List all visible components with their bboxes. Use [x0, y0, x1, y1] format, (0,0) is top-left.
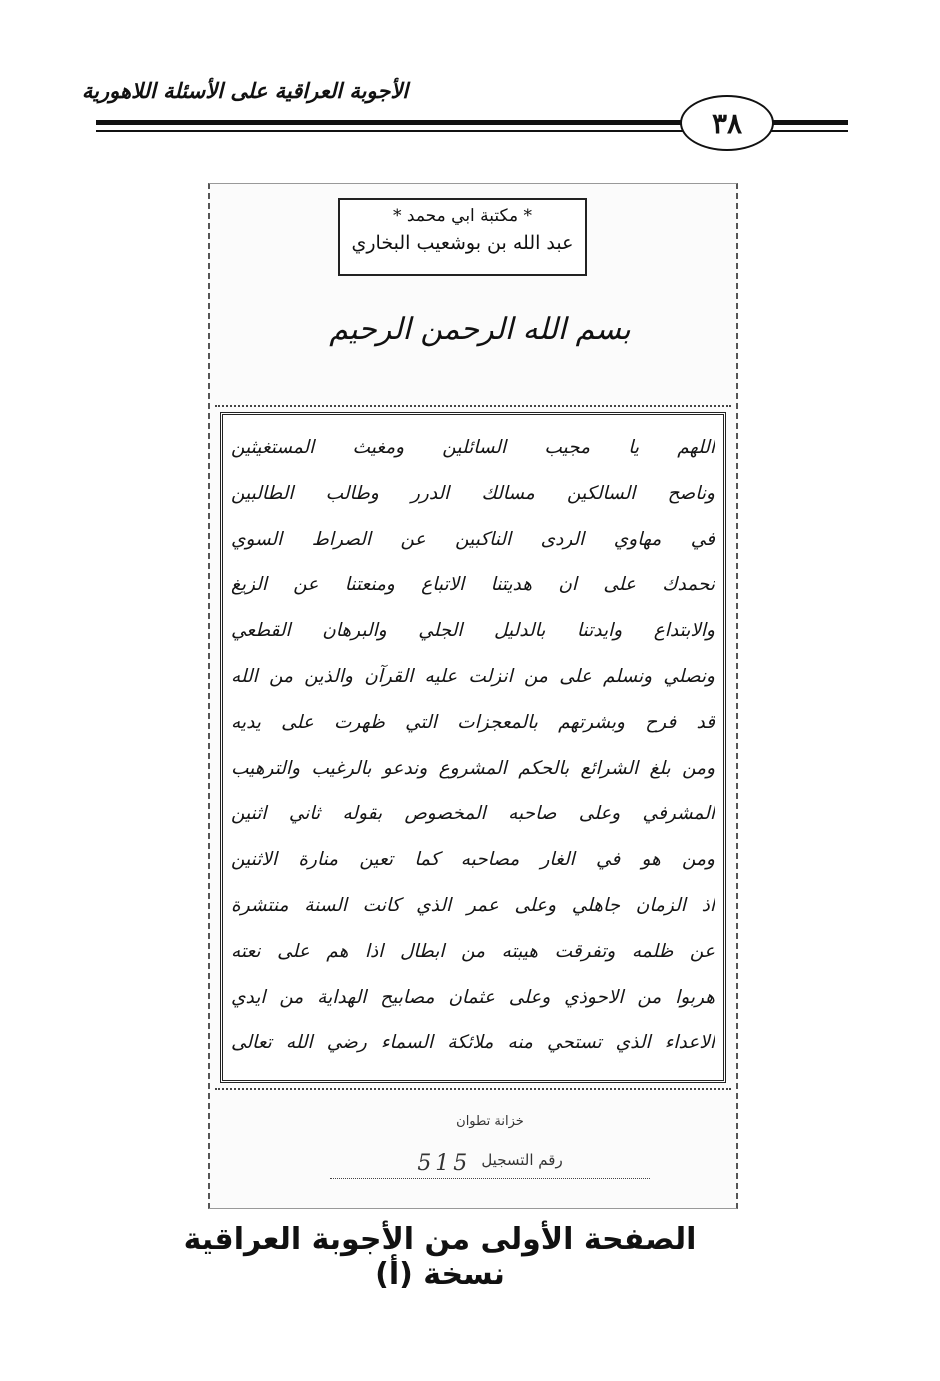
manuscript-image	[208, 183, 738, 1209]
registration-number: 515	[417, 1151, 472, 1176]
basmala: بسم الله الرحمن الرحيم	[329, 312, 631, 347]
library-note: خزانة تطوان	[456, 1114, 524, 1129]
manuscript-line: عن ظلمه وتفرقت هيبته من ابطال اذا هم على نعته	[231, 940, 715, 962]
manuscript-text-frame	[220, 412, 726, 1083]
manuscript-line: ومن بلغ الشرائع بالحكم المشروع وندعو بالرغيب والترهيب	[231, 757, 715, 779]
registration-label: رقم التسجيل	[481, 1151, 563, 1169]
registration-line	[330, 1151, 650, 1179]
manuscript-line: اذ الزمان جاهلي وعلى عمر الذي كانت السنة منتشرة	[231, 894, 715, 916]
manuscript-line: هربوا من الاحوذي وعلى عثمان مصابيح الهداية من ايدي	[231, 986, 715, 1008]
running-title: الأجوبة العراقية على الأسئلة اللاهورية	[81, 78, 409, 103]
stamp-line-1: * مكتبة ابي محمد *	[393, 206, 532, 226]
library-stamp	[338, 198, 587, 276]
manuscript-line: قد فرح وبشرتهم بالمعجزات التي ظهرت على يديه	[231, 711, 715, 733]
manuscript-line: وناصح السالكين مسالك الدرر وطالب الطالبين	[231, 482, 715, 504]
manuscript-line: اللهم يا مجيب السائلين ومغيث المستغيثين	[231, 437, 715, 458]
figure-caption: الصفحة الأولى من الأجوبة العراقية نسخة (أ)	[183, 1222, 697, 1292]
manuscript-line: والابتداع وايدتنا بالدليل الجلي والبرهان القطعي	[231, 620, 715, 642]
manuscript-line: ومن هو في الغار مصاحبه كما تعين منارة الاثنين	[231, 849, 715, 871]
manuscript-line: نحمدك على ان هديتنا الاتباع ومنعتنا عن الزيغ	[231, 574, 715, 596]
manuscript-line: المشرفي وعلى صاحبه المخصوص بقوله ثاني اثنين	[231, 803, 715, 825]
page-number: ٣٨	[680, 95, 774, 151]
manuscript-footer	[330, 1114, 650, 1179]
manuscript-line: الاعداء الذي تستحي منه ملائكة السماء رضي الله تعالى	[231, 1032, 715, 1054]
manuscript-line: في مهاوي الردى الناكبين عن الصراط السوي	[231, 528, 715, 550]
stamp-line-2: عبد الله بن بوشعيب البخاري	[351, 232, 574, 254]
manuscript-line: ونصلي ونسلم على من انزلت عليه القرآن والذين من الله	[231, 665, 715, 687]
manuscript-lines	[231, 425, 715, 1066]
